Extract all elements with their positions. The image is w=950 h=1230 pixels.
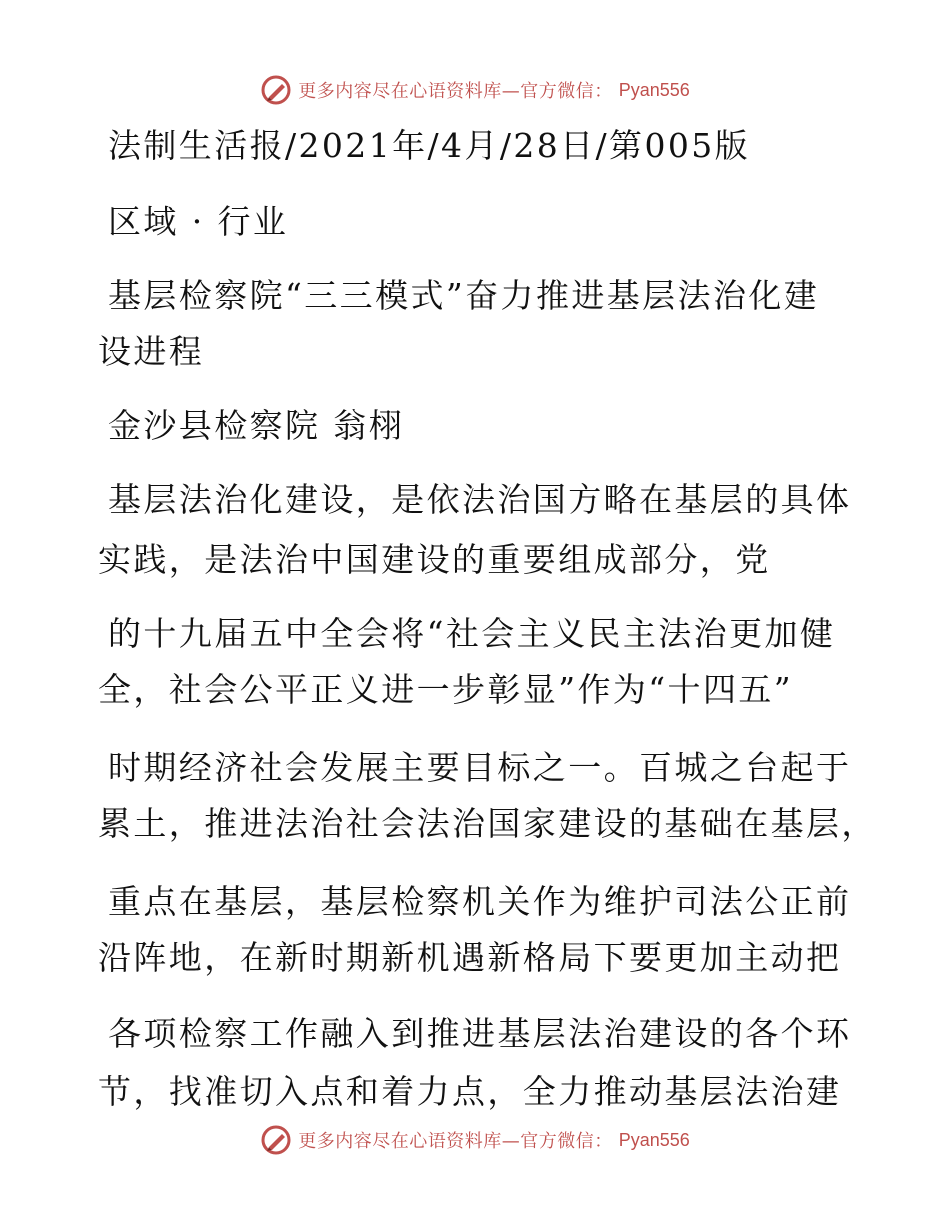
author-line: 金沙县检察院 翁栩 bbox=[108, 406, 405, 445]
watermark-header bbox=[0, 70, 950, 110]
paragraph-line: 沿阵地，在新时期新机遇新格局下要更加主动把 bbox=[98, 938, 842, 977]
paragraph-line: 全，社会公平正义进一步彰显”作为“十四五” bbox=[98, 670, 794, 709]
watermark-wechat-id: Pyan556 bbox=[618, 79, 690, 100]
watermark-text: 更多内容尽在心语资料库—官方微信： bbox=[298, 81, 613, 102]
paragraph-line: 节，找准切入点和着力点，全力推动基层法治建 bbox=[98, 1072, 842, 1111]
source-line: 法制生活报/2021年/4月/28日/第005版 bbox=[108, 126, 751, 165]
article-title-line-1: 基层检察院“三三模式”奋力推进基层法治化建 bbox=[108, 276, 820, 315]
paragraph-line: 累土，推进法治社会法治国家建设的基础在基层， bbox=[98, 804, 877, 843]
paragraph-line: 时期经济社会发展主要目标之一。百城之台起于 bbox=[108, 748, 852, 787]
paragraph-line: 基层法治化建设，是依法治国方略在基层的具体 bbox=[108, 480, 852, 519]
watermark-text: 更多内容尽在心语资料库—官方微信： bbox=[298, 1131, 613, 1152]
paragraph-line: 重点在基层，基层检察机关作为维护司法公正前 bbox=[108, 882, 852, 921]
section-label: 区域 · 行业 bbox=[108, 202, 289, 241]
paragraph-line: 各项检察工作融入到推进基层法治建设的各个环 bbox=[108, 1014, 852, 1053]
paragraph-line: 实践，是法治中国建设的重要组成部分，党 bbox=[98, 540, 771, 579]
pen-logo-icon bbox=[260, 1124, 292, 1156]
pen-logo-icon bbox=[260, 74, 292, 106]
watermark-wechat-id: Pyan556 bbox=[618, 1129, 690, 1150]
watermark-footer bbox=[0, 1120, 950, 1160]
article-title-line-2: 设进程 bbox=[98, 332, 205, 371]
paragraph-line: 的十九届五中全会将“社会主义民主法治更加健 bbox=[108, 614, 836, 653]
